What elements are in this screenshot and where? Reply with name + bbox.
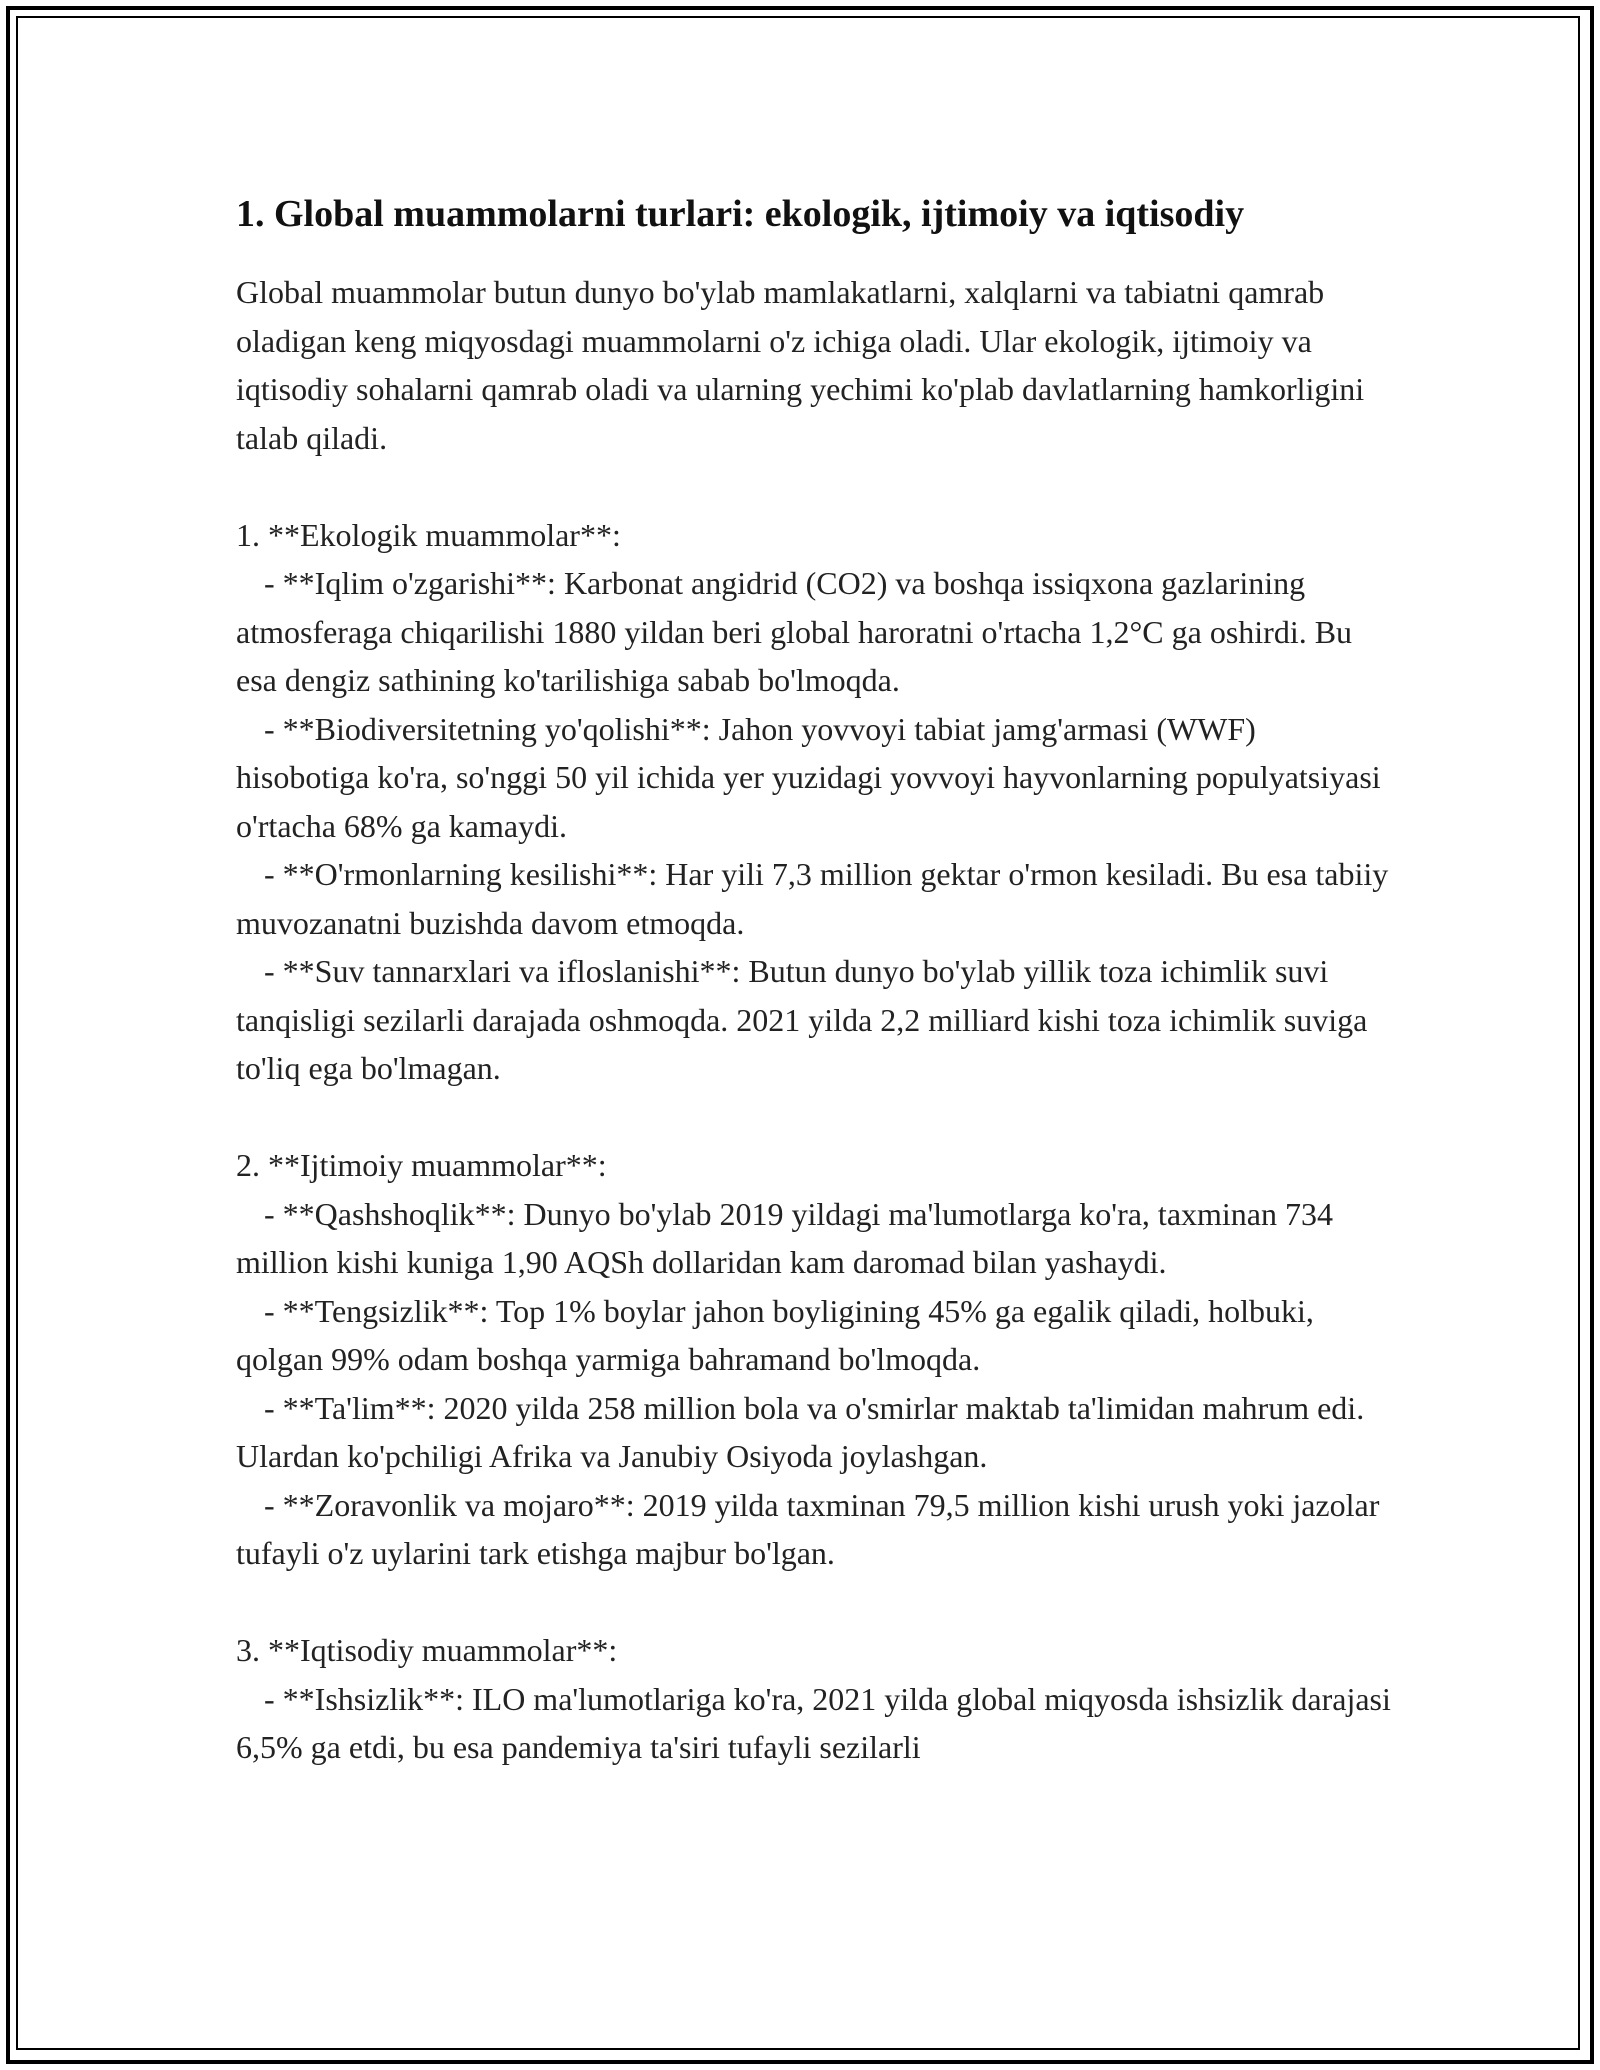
list-item: - **Qashshoqlik**: Dunyo bo'ylab 2019 yildagi ma'lumotlarga ko'ra, taxminan 734 million kishi kuniga 1,90 AQSh dollaridan kam daromad bilan yashaydi. — [236, 1195, 1333, 1280]
section-ecological — [236, 511, 1396, 1093]
list-item: - **Zoravonlik va mojaro**: 2019 yilda taxminan 79,5 million kishi urush yoki jazolar tufayli o'z uylarini tark etishga majbur bo'lgan. — [236, 1486, 1380, 1571]
list-item: - **O'rmonlarning kesilishi**: Har yili 7,3 million gektar o'rmon kesiladi. Bu esa tabiiy muvozanatni buzishda davom etmoqda. — [236, 856, 1389, 941]
intro-paragraph: Global muammolar butun dunyo bo'ylab mamlakatlarni, xalqlarni va tabiatni qamrab oladigan keng miqyosdagi muammolarni o'z ichiga oladi. Ular ekologik, ijtimoiy va iqtisodiy sohalarni qamrab oladi va ularning yechimi ko'plab davlatlarning hamkorligini talab qiladi. — [236, 274, 1365, 456]
section-title: 1. **Ekologik muammolar**: — [236, 516, 621, 553]
document-page — [236, 188, 1396, 1772]
section-economic — [236, 1626, 1396, 1772]
list-item: - **Biodiversitetning yo'qolishi**: Jahon yovvoyi tabiat jamg'armasi (WWF) hisobotiga ko'ra, so'nggi 50 yil ichida yer yuzidagi yovvoyi hayvonlarning populyatsiyasi o'rtacha 68% ga kamaydi. — [236, 710, 1381, 844]
list-item: - **Ta'lim**: 2020 yilda 258 million bola va o'smirlar maktab ta'limidan mahrum edi. Ulardan ko'pchiligi Afrika va Janubiy Osiyoda joylashgan. — [236, 1389, 1365, 1474]
list-item: - **Ishsizlik**: ILO ma'lumotlariga ko'ra, 2021 yilda global miqyosda ishsizlik darajasi 6,5% ga etdi, bu esa pandemiya ta'siri tufayli sezilarli — [236, 1680, 1391, 1765]
list-item: - **Iqlim o'zgarishi**: Karbonat angidrid (CO2) va boshqa issiqxona gazlarining atmosferaga chiqarilishi 1880 yildan beri global haroratni o'rtacha 1,2°C ga oshirdi. Bu esa dengiz sathining ko'tarilishiga sabab bo'lmoqda. — [236, 565, 1353, 698]
section-title: 3. **Iqtisodiy muammolar**: — [236, 1632, 618, 1668]
section-social — [236, 1141, 1396, 1578]
list-item: - **Suv tannarxlari va ifloslanishi**: Butun dunyo bo'ylab yillik toza ichimlik suvi tanqisligi sezilarli darajada oshmoqda. 2021 yilda 2,2 milliard kishi toza ichimlik suviga to'liq ega bo'lmagan. — [236, 953, 1368, 1086]
section-title: 2. **Ijtimoiy muammolar**: — [236, 1147, 607, 1183]
document-heading: 1. Global muammolarni turlari: ekologik, ijtimoiy va iqtisodiy — [236, 193, 1245, 235]
list-item: - **Tengsizlik**: Top 1% boylar jahon boyligining 45% ga egalik qiladi, holbuki, qolgan 99% odam boshqa yarmiga bahramand bo'lmoqda. — [236, 1292, 1314, 1377]
